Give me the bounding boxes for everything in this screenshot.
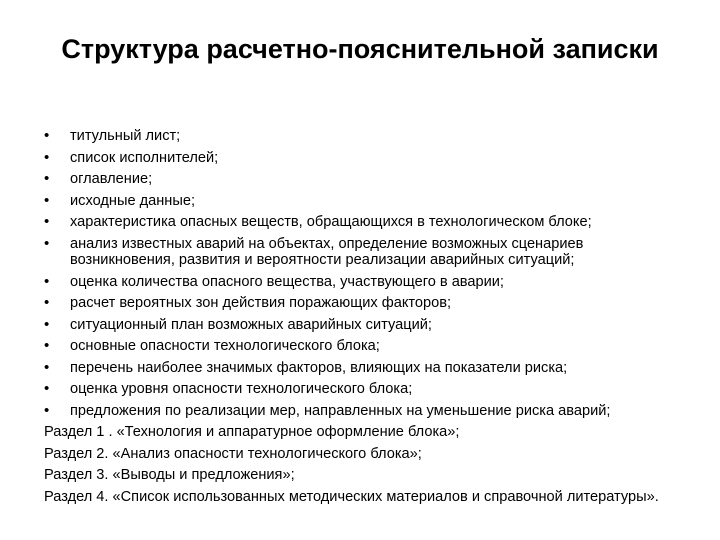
bullet-icon: • xyxy=(44,337,50,354)
bullet-text: предложения по реализации мер, направленных на уменьшение риска аварий; xyxy=(70,402,611,419)
bullet-icon: • xyxy=(44,148,50,166)
bullet-list xyxy=(44,128,684,419)
bullet-item xyxy=(44,128,684,145)
bullet-text: перечень наиболее значимых факторов, влияющих на показатели риска; xyxy=(70,359,568,376)
section-list xyxy=(44,424,684,505)
bullet-text: основные опасности технологического блока; xyxy=(70,338,380,354)
bullet-icon: • xyxy=(44,127,50,144)
section-item: Раздел 3. «Выводы и предложения»; xyxy=(44,467,295,483)
bullet-icon: • xyxy=(44,234,50,252)
bullet-item xyxy=(44,236,684,269)
bullet-text: список исполнителей; xyxy=(70,149,219,166)
bullet-icon: • xyxy=(44,191,50,209)
bullet-item xyxy=(44,214,684,231)
bullet-text: исходные данные; xyxy=(70,192,196,209)
slide-content xyxy=(44,128,684,510)
bullet-text: анализ известных аварий на объектах, определение возможных сценариев возникновения, развития и вероятности реализации аварийных ситуаций; xyxy=(70,235,584,268)
bullet-item xyxy=(44,295,684,312)
bullet-item xyxy=(44,317,684,334)
bullet-icon: • xyxy=(44,170,50,187)
bullet-icon: • xyxy=(44,380,50,397)
section-item: Раздел 1 . «Технология и аппаратурное оформление блока»; xyxy=(44,424,460,440)
bullet-text: титульный лист; xyxy=(70,128,181,144)
bullet-text: оценка уровня опасности технологического блока; xyxy=(70,381,413,397)
bullet-text: ситуационный план возможных аварийных ситуаций; xyxy=(70,316,432,333)
bullet-icon: • xyxy=(44,358,50,376)
bullet-icon: • xyxy=(44,213,50,230)
bullet-text: оценка количества опасного вещества, участвующего в аварии; xyxy=(70,273,504,290)
section-item: Раздел 2. «Анализ опасности технологического блока»; xyxy=(44,445,422,462)
bullet-item xyxy=(44,274,684,291)
bullet-icon: • xyxy=(44,315,50,333)
bullet-text: характеристика опасных веществ, обращающихся в технологическом блоке; xyxy=(70,214,592,230)
bullet-item xyxy=(44,193,684,210)
slide-title: Структура расчетно-пояснительной записки xyxy=(61,34,659,64)
bullet-text: оглавление; xyxy=(70,171,153,187)
bullet-item xyxy=(44,381,684,398)
bullet-item xyxy=(44,403,684,420)
bullet-item xyxy=(44,150,684,167)
bullet-item xyxy=(44,338,684,355)
bullet-item xyxy=(44,171,684,188)
bullet-text: расчет вероятных зон действия поражающих факторов; xyxy=(70,295,452,311)
bullet-item xyxy=(44,360,684,377)
section-item: Раздел 4. «Список использованных методических материалов и справочной литературы». xyxy=(44,488,659,505)
bullet-icon: • xyxy=(44,401,50,419)
bullet-icon: • xyxy=(44,294,50,311)
bullet-icon: • xyxy=(44,272,50,290)
